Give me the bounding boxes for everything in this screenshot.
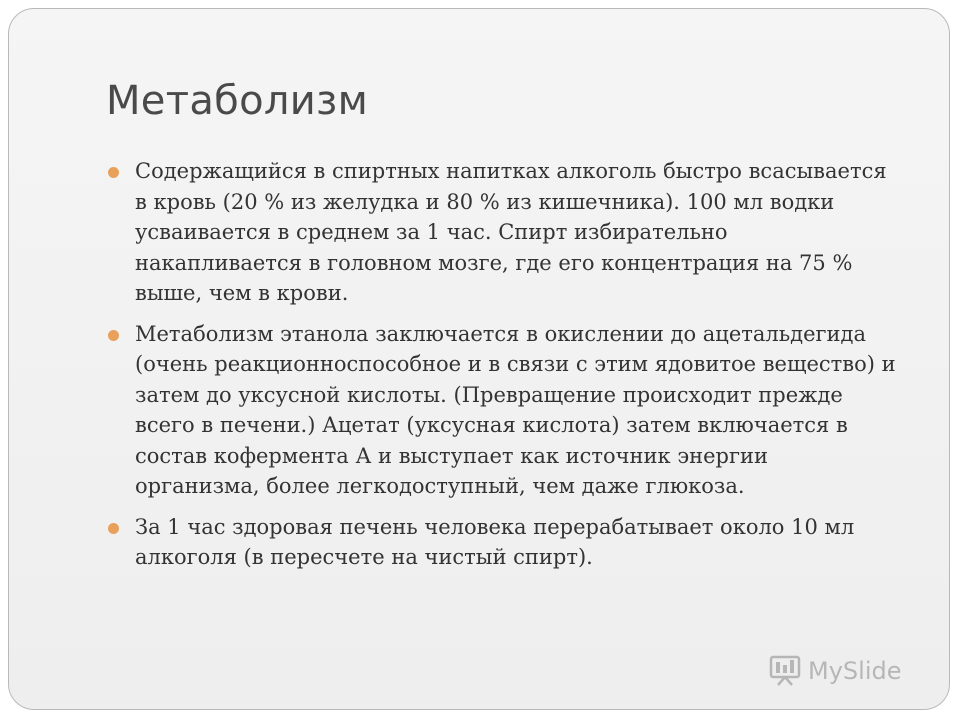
bullet-item [108,156,898,309]
bullet-text: Содержащийся в спиртных напитках алкоголь быстро всасывается в кровь (20 % из желудка и 80 % из кишечника). 100 мл водки усваивается в среднем за 1 час. Спирт избирательно накапливается в головном мозге, где его концентрация на 75 % выше, чем в крови. [135,159,887,305]
bullet-dot-icon [108,523,119,534]
watermark-text: MySlide [808,657,902,685]
bullet-dot-icon [108,330,119,341]
bullet-text: За 1 час здоровая печень человека перерабатывает около 10 мл алкоголя (в пересчете на чистый спирт). [135,514,855,569]
bullet-item [108,512,898,573]
presentation-board-icon [768,655,802,687]
myslide-watermark [768,655,901,687]
bullet-dot-icon [108,167,119,178]
bullet-text: Метаболизм этанола заключается в окислении до ацетальдегида (очень реакционноспособное и в связи с этим ядовитое вещество) и затем до уксусной кислоты. (Превращение происходит прежде всего в печени.) Ацетат (уксусная кислота) затем включается в состав кофермента А и выступает как источник энергии организма, более легкодоступный, чем даже глюкоза. [135,321,896,498]
bullet-item [108,319,898,502]
slide-title: Метаболизм [106,78,369,124]
bullet-list [108,156,898,583]
